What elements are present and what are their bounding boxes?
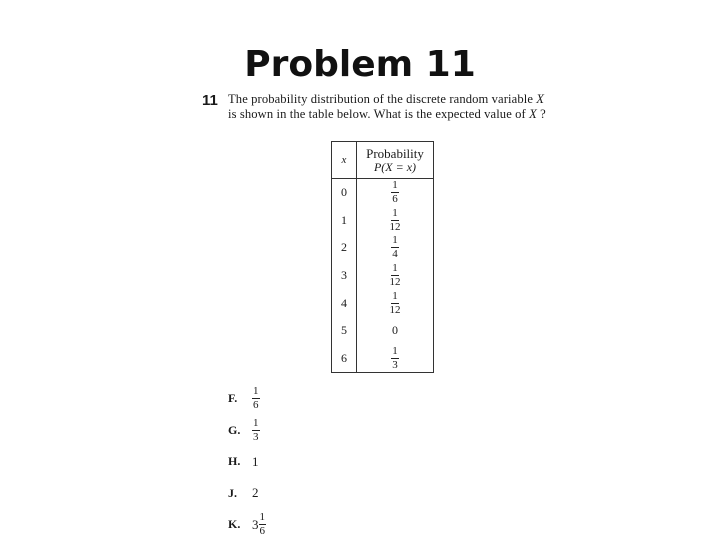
probability-cell: 0 — [392, 323, 398, 338]
fraction-numerator: 1 — [392, 344, 398, 357]
probability-cell — [357, 207, 434, 235]
fraction-denominator: 6 — [392, 193, 398, 206]
answer-choice-j[interactable] — [228, 478, 266, 510]
stem-text-part3: ? — [536, 106, 546, 121]
fraction-denominator: 4 — [392, 248, 398, 261]
x-value: 6 — [332, 345, 357, 373]
table-row — [332, 234, 434, 262]
table-header-row — [332, 142, 434, 179]
header-x: x — [332, 142, 357, 179]
fraction-numerator: 1 — [392, 179, 398, 192]
fraction-numerator: 1 — [392, 289, 398, 302]
problem-text — [228, 92, 546, 121]
table-row — [332, 262, 434, 290]
fraction-numerator: 1 — [253, 385, 259, 398]
fraction-numerator: 1 — [259, 511, 265, 524]
fraction-numerator: 1 — [392, 234, 398, 247]
table-row — [332, 289, 434, 317]
answer-choices — [228, 383, 266, 541]
choice-value — [252, 512, 266, 537]
table-row — [332, 207, 434, 235]
fraction-numerator: 1 — [253, 416, 259, 429]
x-value: 2 — [332, 234, 357, 262]
probability-cell — [357, 179, 434, 207]
choice-fraction — [252, 418, 260, 443]
fraction-denominator: 6 — [253, 399, 259, 412]
choice-fraction — [252, 386, 260, 411]
fraction-denominator: 3 — [253, 430, 259, 443]
choice-value: 2 — [252, 485, 259, 501]
probability-cell — [357, 345, 434, 373]
probability-fraction — [389, 263, 402, 288]
slide-title: Problem 11 — [244, 44, 476, 85]
choice-label: H. — [228, 454, 241, 469]
probability-fraction — [389, 208, 402, 233]
stem-text-part1: The probability distribution of the discrete random variable — [228, 92, 537, 106]
fraction-denominator: 12 — [389, 276, 401, 289]
probability-fraction — [391, 180, 399, 205]
probability-table — [331, 141, 434, 373]
x-value: 3 — [332, 262, 357, 290]
probability-cell — [357, 289, 434, 317]
table-row — [332, 317, 434, 345]
x-value: 4 — [332, 289, 357, 317]
stem-variable-1: X — [536, 92, 545, 106]
problem-number: 11 — [202, 92, 218, 109]
choice-value: 1 — [252, 453, 259, 469]
x-value: 1 — [332, 207, 357, 235]
fraction-denominator: 12 — [389, 220, 401, 233]
choice-label: F. — [228, 391, 238, 406]
answer-choice-k[interactable] — [228, 509, 266, 541]
header-probability — [357, 142, 434, 179]
answer-choice-h[interactable] — [228, 446, 266, 478]
probability-fraction — [391, 346, 399, 371]
mixed-number-whole: 3 — [252, 516, 259, 532]
table-row — [332, 179, 434, 207]
choice-value — [252, 386, 260, 411]
fraction-denominator: 12 — [389, 303, 401, 316]
stem-text-part2: is shown in the table below. What is the expected value of — [228, 106, 530, 121]
answer-choice-f[interactable] — [228, 383, 266, 415]
choice-label: J. — [228, 485, 237, 500]
fraction-denominator: 3 — [392, 358, 398, 371]
fraction-denominator: 6 — [259, 525, 265, 538]
fraction-numerator: 1 — [392, 262, 398, 275]
x-value: 0 — [332, 179, 357, 207]
probability-cell — [357, 234, 434, 262]
choice-label: G. — [228, 422, 241, 437]
probability-fraction — [389, 291, 402, 316]
table-row — [332, 345, 434, 373]
fraction-numerator: 1 — [392, 206, 398, 219]
header-probability-line2: P(X = x) — [373, 159, 417, 174]
choice-fraction — [259, 512, 267, 537]
choice-value — [252, 418, 260, 443]
answer-choice-g[interactable] — [228, 415, 266, 447]
probability-cell — [357, 262, 434, 290]
x-value: 5 — [332, 317, 357, 345]
header-probability-line1: Probability — [366, 145, 424, 161]
probability-fraction — [391, 235, 399, 260]
stem-variable-2: X — [529, 106, 537, 121]
choice-label: K. — [228, 517, 241, 532]
